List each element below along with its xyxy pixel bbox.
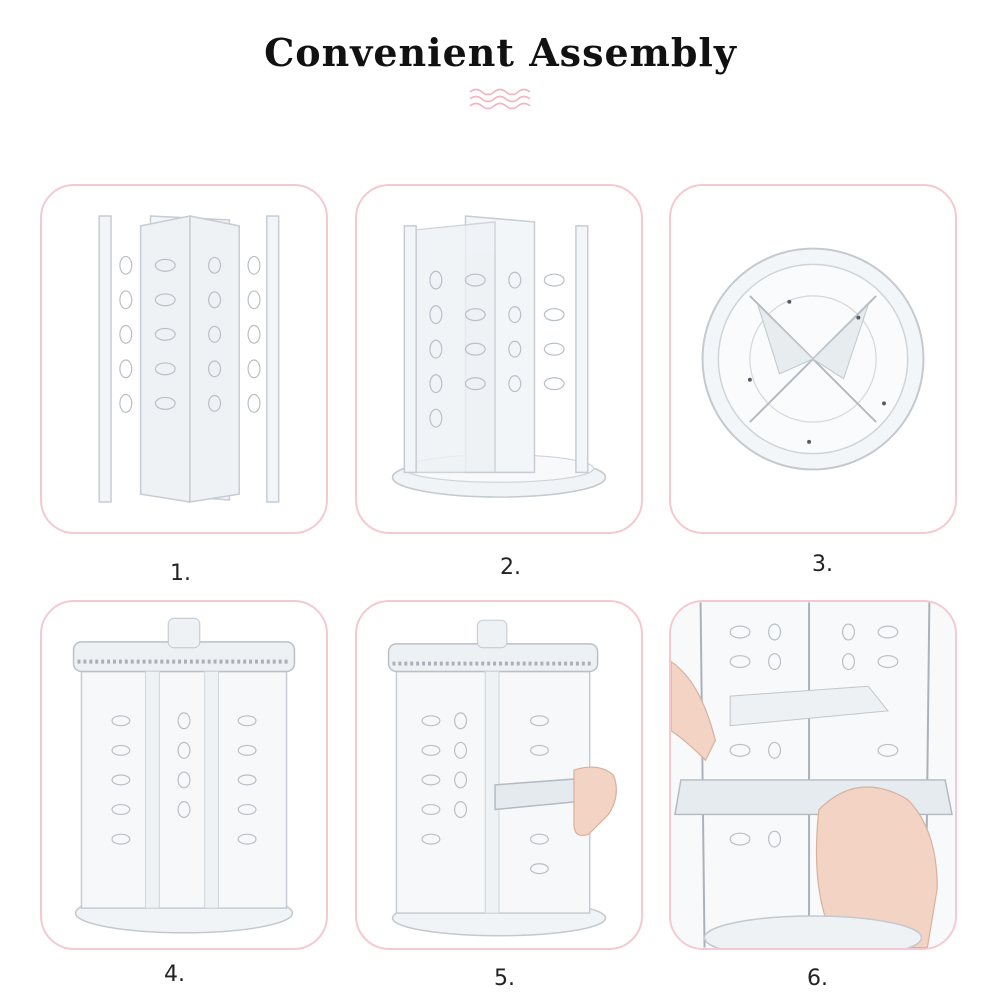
step-6-image: [669, 600, 957, 950]
step-5-label: 5.: [494, 966, 515, 991]
step-5-image: [355, 600, 643, 950]
step-4-label: 4.: [164, 962, 185, 987]
step-2-image: [355, 184, 643, 534]
step-3-label: 3.: [812, 552, 833, 577]
step-1-label: 1.: [170, 561, 191, 586]
step-6-label: 6.: [807, 966, 828, 991]
page-title: Convenient Assembly: [264, 30, 737, 75]
step-4-image: [40, 600, 328, 950]
step-1-image: [40, 184, 328, 534]
step-3-image: [669, 184, 957, 534]
wave-divider-icon: [466, 86, 536, 114]
step-2-label: 2.: [500, 555, 521, 580]
